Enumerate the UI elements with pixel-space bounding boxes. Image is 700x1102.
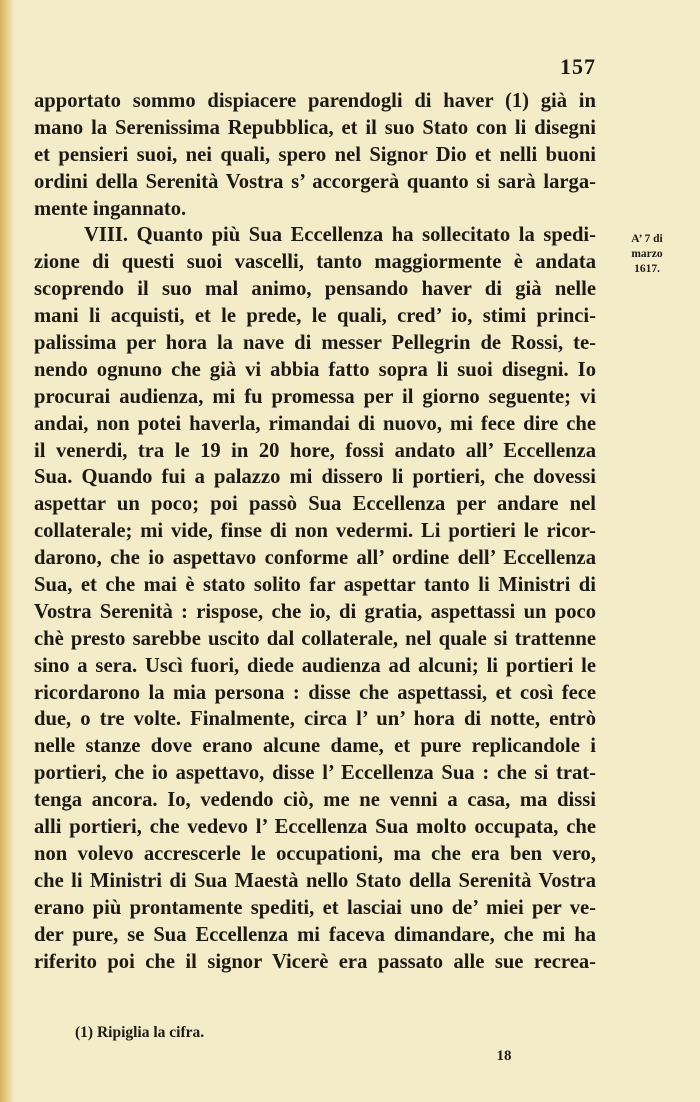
text-line: Sua, et che mai è stato solito far aspettar tanto li Ministri di [34,574,596,597]
text-line: der pure, se Sua Eccellenza mi faceva dimandare, che mi ha [34,923,596,946]
main-text [34,88,596,975]
text-line: scoprendo il suo mal animo, pensando haver di già nelle [34,278,596,301]
book-gutter [0,0,14,1102]
margin-date-note [612,232,682,277]
text-line: collaterale; mi vide, finse di non vedermi. Li portieri le ricor- [34,520,596,543]
margin-note-line: A’ 7 di [631,233,663,245]
text-line: tenga ancora. Io, vedendo ciò, me ne venni a casa, ma dissi [34,789,596,812]
footnote: (1) Ripiglia la cifra. [75,1024,205,1041]
paragraph-start-line: VIII. Quanto più Sua Eccellenza ha sollecitato la spedi- [84,224,596,247]
text-line: Sua. Quando fui a palazzo mi dissero li portieri, che dovessi [34,466,596,489]
text-line: chè presto sarebbe uscito dal collaterale, nel quale si trattenne [34,627,596,650]
text-line: aspettar un poco; poi passò Sua Eccellenza per andare nel [34,493,596,516]
text-line: che li Ministri di Sua Maestà nello Stato della Serenità Vostra [34,869,596,892]
text-line: mano la Serenissima Repubblica, et il suo Stato con li disegni [34,116,596,139]
signature-mark: 18 [496,1048,512,1064]
text-line: nendo ognuno che già vi abbia fatto sopra li suoi disegni. Io [34,358,596,381]
text-line: ordini della Serenità Vostra s’ accorgerà quanto si sarà larga- [34,170,596,193]
text-line: non volevo accrescerle le occupationi, ma che era ben vero, [34,842,596,865]
text-line: palissima per hora la nave di messer Pellegrin de Rossi, te- [34,332,596,355]
text-line: andai, non potei haverla, rimandai di nuovo, mi fece dire che [34,412,596,435]
text-line: procurai audienza, mi fu promessa per il giorno seguente; vi [34,385,596,408]
text-line: mani li acquisti, et le prede, le quali, cred’ io, stimi princi- [34,305,596,328]
text-line: ricordarono la mia persona : disse che aspettassi, et così fece [34,681,596,704]
page-number: 157 [560,54,596,79]
text-line: alli portieri, che vedevo l’ Eccellenza Sua molto occupata, che [34,816,596,839]
text-line: due, o tre volte. Finalmente, circa l’ un’ hora di notte, entrò [34,708,596,731]
text-line: zione di questi suoi vascelli, tanto maggiormente è andata [34,251,596,274]
margin-note-line: 1617. [634,263,660,275]
text-line: et pensieri suoi, nei quali, spero nel Signor Dio et nelli buoni [34,143,596,166]
text-line: portieri, che io aspettavo, disse l’ Eccellenza Sua : che si trat- [34,762,596,785]
text-line: riferito poi che il signor Vicerè era passato alle sue recrea- [34,950,596,973]
text-line: erano più prontamente spediti, et lasciai uno de’ miei per ve- [34,896,596,919]
text-line: nelle stanze dove erano alcune dame, et pure replicandole i [34,735,596,758]
text-line: darono, che io aspettavo conforme all’ ordine dell’ Eccellenza [34,547,596,570]
text-line: il venerdi, tra le 19 in 20 hore, fossi andato all’ Eccellenza [34,439,596,462]
text-line: sino a sera. Uscì fuori, diede audienza ad alcuni; li portieri le [34,654,596,677]
margin-note-line: marzo [631,248,663,260]
text-line: mente ingannato. [34,197,187,220]
text-line: Vostra Serenità : rispose, che io, di gratia, aspettassi un poco [34,600,596,623]
text-line: apportato sommo dispiacere parendogli di haver (1) già in [34,90,596,112]
